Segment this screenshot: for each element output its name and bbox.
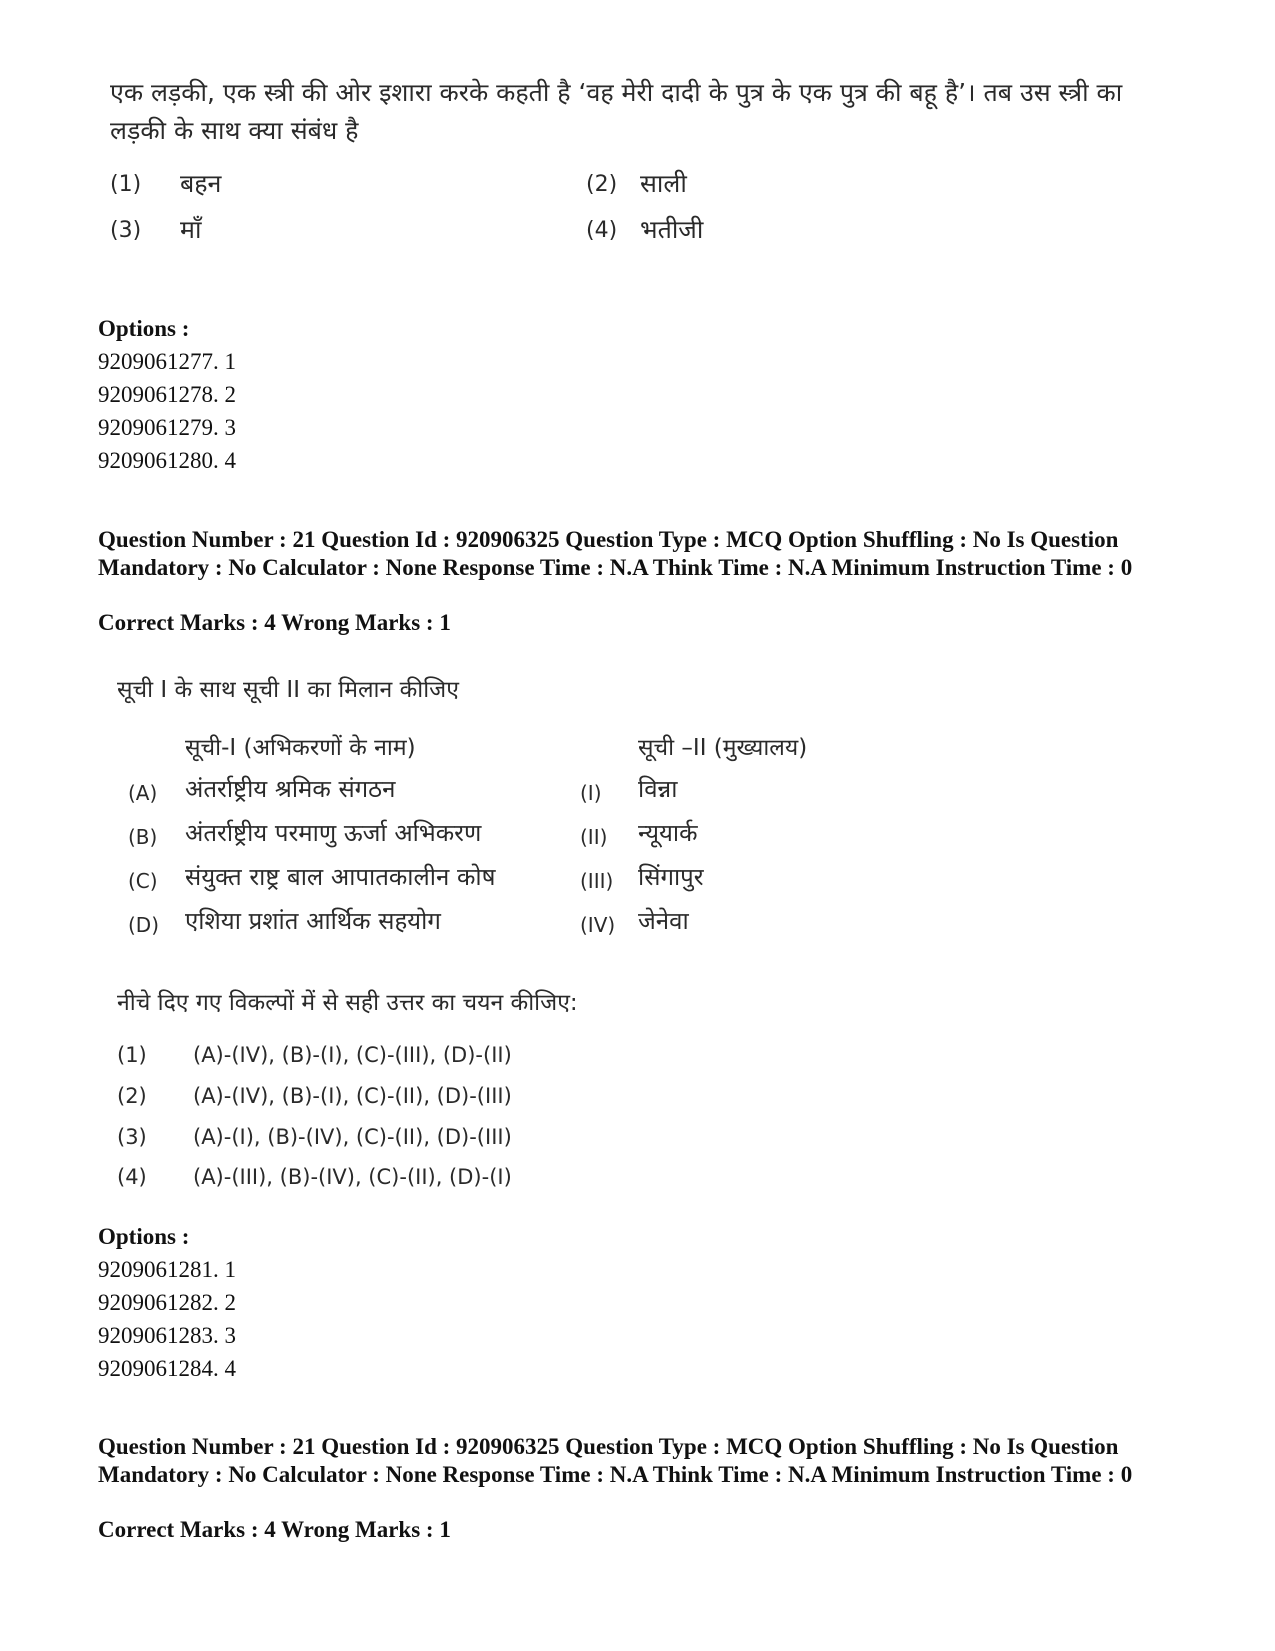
q21-list2-item-iii: सिंगापुर bbox=[638, 863, 704, 891]
q21-choice-3-text: (A)-(I), (B)-(IV), (C)-(II), (D)-(III) bbox=[193, 1125, 512, 1149]
q20-options-label: Options : bbox=[98, 316, 190, 341]
q20-choice-1-num: (1) bbox=[110, 172, 142, 197]
q21-option-4: 9209061284. 4 bbox=[98, 1356, 236, 1381]
q20-choice-2-text: साली bbox=[640, 169, 687, 198]
q20-option-3: 9209061279. 3 bbox=[98, 415, 236, 440]
q21-choice-1-num: (1) bbox=[117, 1043, 147, 1067]
q21-choice-4-num: (4) bbox=[117, 1165, 147, 1189]
q21-list1-label-d: (D) bbox=[128, 913, 160, 937]
q21-option-2: 9209061282. 2 bbox=[98, 1290, 236, 1315]
q21-marks: Correct Marks : 4 Wrong Marks : 1 bbox=[98, 610, 451, 635]
q21-choice-2-num: (2) bbox=[117, 1084, 147, 1108]
q21-option-3: 9209061283. 3 bbox=[98, 1323, 236, 1348]
q20-choice-1-text: बहन bbox=[180, 169, 222, 198]
q21-choice-2-text: (A)-(IV), (B)-(I), (C)-(II), (D)-(III) bbox=[193, 1084, 512, 1108]
q21-list1-heading: सूची-I (अभिकरणों के नाम) bbox=[185, 735, 416, 761]
q21-list1-label-b: (B) bbox=[128, 825, 158, 849]
q-next-meta: Question Number : 21 Question Id : 920906325 Question Type : MCQ Option Shuffling : No Is Question Mandatory : No Calculator : None Response Time : N.A Think Time : N.A Minimum Instruction Time : 0 bbox=[98, 1434, 1133, 1487]
q21-list1-label-c: (C) bbox=[128, 869, 158, 893]
q21-choice-1-text: (A)-(IV), (B)-(I), (C)-(III), (D)-(II) bbox=[193, 1043, 512, 1067]
q21-choice-4-text: (A)-(III), (B)-(IV), (C)-(II), (D)-(I) bbox=[193, 1165, 512, 1189]
q21-meta: Question Number : 21 Question Id : 920906325 Question Type : MCQ Option Shuffling : No Is Question Mandatory : No Calculator : None Response Time : N.A Think Time : N.A Minimum Instruction Time : 0 bbox=[98, 527, 1133, 580]
q21-list2-label-iii: (III) bbox=[580, 869, 614, 893]
q21-list2-label-i: (I) bbox=[580, 781, 602, 805]
q20-choice-3-text: माँ bbox=[180, 215, 202, 244]
q21-list1-label-a: (A) bbox=[128, 781, 158, 805]
q21-list2-heading: सूची –II (मुख्यालय) bbox=[638, 735, 808, 761]
q21-intro: सूची I के साथ सूची II का मिलान कीजिए bbox=[117, 677, 459, 703]
q21-list1-item-b: अंतर्राष्ट्रीय परमाणु ऊर्जा अभिकरण bbox=[185, 819, 482, 847]
q21-choice-3-num: (3) bbox=[117, 1125, 147, 1149]
q20-option-2: 9209061278. 2 bbox=[98, 382, 236, 407]
q21-instruction: नीचे दिए गए विकल्पों में से सही उत्तर का चयन कीजिए: bbox=[117, 990, 578, 1016]
q21-options-label: Options : bbox=[98, 1224, 190, 1249]
q21-list2-item-iv: जेनेवा bbox=[638, 907, 689, 935]
q20-choice-3-num: (3) bbox=[110, 218, 142, 243]
q21-list2-label-ii: (II) bbox=[580, 825, 608, 849]
q21-list1-item-d: एशिया प्रशांत आर्थिक सहयोग bbox=[185, 907, 441, 935]
q20-choice-2-num: (2) bbox=[586, 172, 618, 197]
q-next-marks: Correct Marks : 4 Wrong Marks : 1 bbox=[98, 1517, 451, 1542]
q21-option-1: 9209061281. 1 bbox=[98, 1257, 236, 1282]
q20-option-1: 9209061277. 1 bbox=[98, 349, 236, 374]
q20-choice-4-num: (4) bbox=[586, 218, 618, 243]
q20-question-text: एक लड़की, एक स्त्री की ओर इशारा करके कहती है ‘वह मेरी दादी के पुत्र के एक पुत्र की बहू है’। तब उस स्त्री का लड़की के साथ क्या संबंध है bbox=[110, 78, 1123, 145]
q21-list2-item-i: विन्ना bbox=[638, 775, 678, 803]
q20-choice-4-text: भतीजी bbox=[640, 215, 704, 244]
q21-list2-item-ii: न्यूयार्क bbox=[638, 819, 698, 847]
q21-list1-item-c: संयुक्त राष्ट्र बाल आपातकालीन कोष bbox=[185, 863, 496, 891]
q21-list2-label-iv: (IV) bbox=[580, 913, 616, 937]
q21-list1-item-a: अंतर्राष्ट्रीय श्रमिक संगठन bbox=[185, 775, 396, 803]
q20-option-4: 9209061280. 4 bbox=[98, 448, 236, 473]
